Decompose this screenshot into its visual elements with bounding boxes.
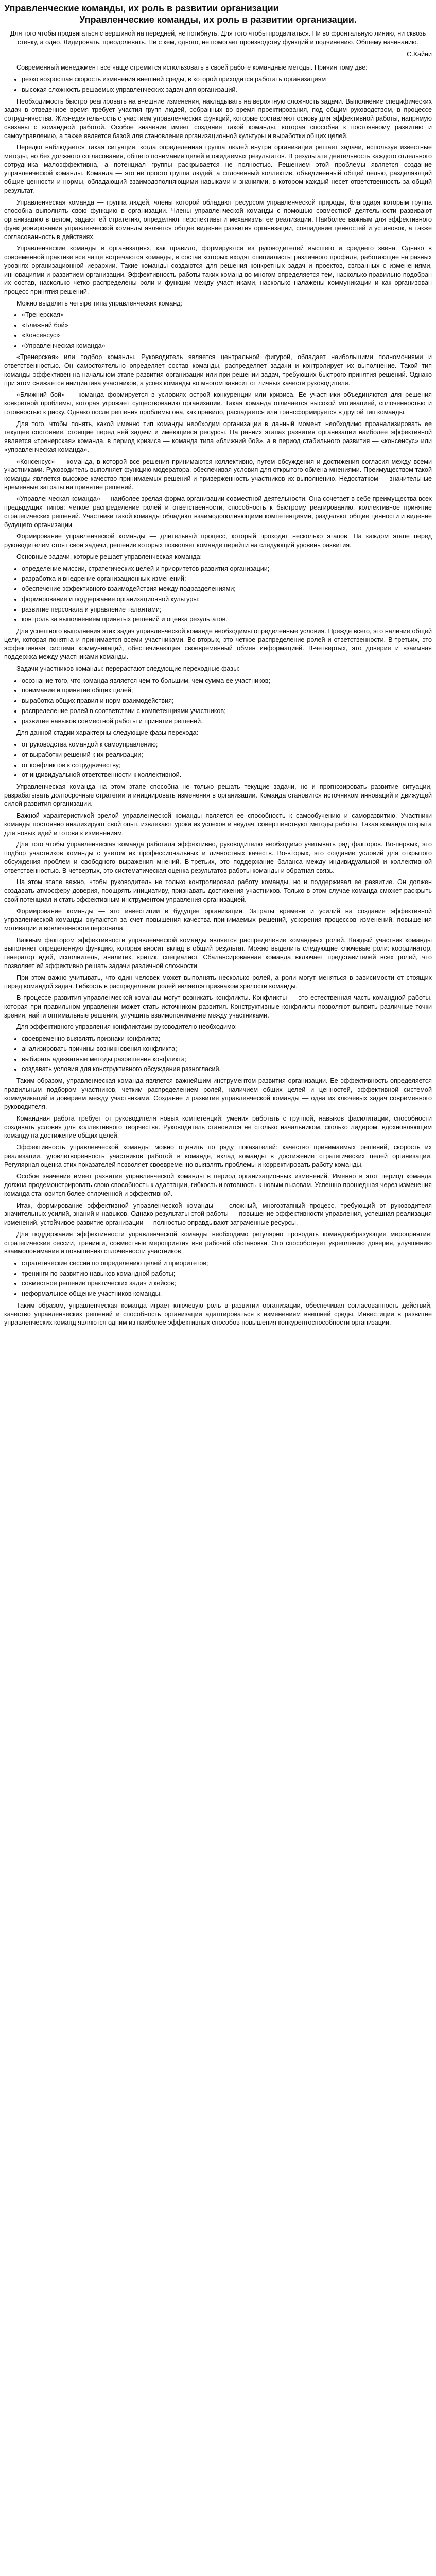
list-item: • неформальное общение участников команды.: [22, 1290, 432, 1298]
list-item: • контроль за выполнением принятых решений и оценка результатов.: [22, 615, 432, 624]
list-item: • от выработки решений к их реализации;: [22, 751, 432, 759]
list-item: • выбирать адекватные методы разрешения конфликта;: [22, 1055, 432, 1064]
list-item: • понимание и принятие общих целей;: [22, 686, 432, 695]
paragraph: Для данной стадии характерны следующие фазы перехода:: [16, 729, 198, 737]
bullet-list: [4, 1035, 432, 1074]
paragraph: Современный менеджмент все чаще стремится использовать в своей работе командные методы. Причин тому две:: [16, 64, 368, 72]
list-item: • «Управленческая команда»: [22, 342, 432, 350]
list-item: • разработка и внедрение организационных изменений;: [22, 574, 432, 583]
list-item: • создавать условия для конструктивного обсуждения разногласий.: [22, 1065, 432, 1074]
paragraph: Управленческая команда — группа людей, члены которой обладают ресурсом управленческой природы, благодаря которым группа способна выполнять свою функцию в организации. Члены управленческой команды с помощью совместной деятельности развивают организацию в целом, задают ей стратегию, определяют перспективы и механизмы ее реализации. Наиболее важным для эффективного функционирования управленческой команды является общее видение развития организации, совпадение ценностей и установок, а также согласованность в действиях.: [4, 198, 432, 241]
paragraph: Управленческие команды в организациях, как правило, формируются из руководителей высшего и среднего звена. Однако в современной практике все чаще встречаются команды, в состав которых входят специалисты различного профиля, работающие на разных уровнях организационной иерархии. Такие команды создаются для решения конкретных задач и проектов, связанных с изменениями, инновациями и развитием организации. Эффективность работы таких команд во многом определяется тем, насколько правильно подобран их состав, насколько четко распределены роли и функции между участниками, насколько налажены коммуникации и как организован процесс принятия решений.: [4, 245, 432, 296]
list-item: • резко возросшая скорость изменения внешней среды, в которой приходится работать организациям: [22, 75, 432, 84]
paragraph: Для того чтобы управленческая команда работала эффективно, руководителю необходимо учитывать ряд факторов. Во-первых, это подбор участников команды с учетом их профессиональных и личностных качеств. Во-вторых, это создание условий для открытого обсуждения проблем и свободного выражения мнений. В-третьих, это поддержание баланса между индивидуальной и коллективной ответственностью. В-четвертых, это систематическая оценка результатов работы команды и обратная связь.: [4, 841, 432, 874]
list-item: • «Консенсус»: [22, 331, 432, 340]
list-item: • стратегические сессии по определению целей и приоритетов;: [22, 1259, 432, 1268]
paragraph: На этом этапе важно, чтобы руководитель не только контролировал работу команды, но и поддерживал ее развитие. Он должен создавать атмосферу доверия, поощрять инициативу, признавать достижения участников. Только в этом случае команда сможет раскрыть свой потенциал и стать эффективным инструментом управления организацией.: [4, 878, 432, 903]
paragraph: Для успешного выполнения этих задач управленческой команде необходимы определенные условия. Прежде всего, это наличие общей цели, которая понятна и принимается всеми участниками. Во-вторых, это четкое распределение ролей и ответственности. В-третьих, это эффективная система коммуникаций, обеспечивающая своевременный обмен информацией. В-четвертых, это доверие и взаимная поддержка между участниками команды.: [4, 627, 432, 661]
bullet-list: [4, 676, 432, 726]
list-item: • от руководства командой к самоуправлению;: [22, 740, 432, 749]
paragraph: При этом важно учитывать, что один человек может выполнять несколько ролей, а роли могут меняться в зависимости от стоящих перед командой задач. Гибкость в распределении ролей является признаком зрелости команды.: [4, 974, 432, 990]
paragraph: «Управленческая команда» — наиболее зрелая форма организации совместной деятельности. Она сочетает в себе преимущества всех предыдущих типов: четкое распределение ролей и ответственности, способность к быстрому реагированию, коллективное принятие стратегических решений. Участники такой команды обладают взаимодополняющими компетенциями, разделяют общие ценности и видение будущего организации.: [4, 495, 432, 529]
document-body: [4, 63, 432, 1327]
list-item: • совместное решение практических задач и кейсов;: [22, 1279, 432, 1288]
paragraph: Для того, чтобы понять, какой именно тип команды необходим организации в данный момент, необходимо проанализировать ее текущее состояние, стоящие перед ней задачи и имеющиеся ресурсы. На ранних этапах развития организации наиболее эффективной является «тренерская» команда, в период кризиса — команда типа «ближний бой», а в период стабильного развития — «консенсус» или «управленческая команда».: [4, 420, 432, 453]
paragraph: В процессе развития управленческой команды могут возникать конфликты. Конфликты — это естественная часть командной работы, которая при правильном управлении может стать источником развития. Конструктивные конфликты позволяют выявить различные точки зрения, найти оптимальные решения, улучшить взаимопонимание между участниками.: [4, 994, 432, 1019]
paragraph: Важным фактором эффективности управленческой команды является распределение командных ролей. Каждый участник команды выполняет определенную функцию, которая вносит вклад в общий результат. Можно выделить следующие ключевые роли: координатор, генератор идей, исполнитель, аналитик, критик, специалист. Сбалансированная команда включает представителей всех ролей, что позволяет ей эффективно решать задачи различной сложности.: [4, 936, 432, 970]
list-item: • развитие персонала и управление талантами;: [22, 605, 432, 614]
paragraph: «Ближний бой» — команда формируется в условиях острой конкуренции или кризиса. Ее участники объединяются для решения конкретной проблемы, которая угрожает существованию организации. Такая команда отличается высокой мотивацией, сплоченностью и готовностью к риску. Однако после решения проблемы она, как правило, распадается или трансформируется в другой тип команды.: [4, 391, 432, 416]
bullet-list: [4, 1259, 432, 1298]
bullet-list: [4, 565, 432, 624]
document-subtitle: Управленческие команды, их роль в развитии организации.: [79, 14, 357, 25]
paragraph: Нередко наблюдается такая ситуация, когда определенная группа людей внутри организации решает задачи, используя известные методы, но без должного согласования, общего понимания целей и ожидаемых результатов. В результате деятельность каждого отдельного сотрудника малоэффективна, а потенциал группы раскрывается не полностью. Решением этой проблемы является создание управленческой команды. Команда — это не просто группа людей, а сплоченный коллектив, объединенный общей целью, разделяющий общие ценности и нормы, обладающий взаимодополняющими навыками и знаниями, в котором каждый несет ответственность за общий результат.: [4, 144, 432, 194]
paragraph: Управленческая команда на этом этапе способна не только решать текущие задачи, но и прогнозировать развитие ситуации, разрабатывать долгосрочные стратегии и инициировать изменения в организации. Команда становится источником инноваций и движущей силой развития организации.: [4, 783, 432, 808]
list-item: • формирование и поддержание организационной культуры;: [22, 595, 432, 604]
list-item: • развитие навыков совместной работы и принятия решений.: [22, 717, 432, 726]
list-item: • «Ближний бой»: [22, 321, 432, 330]
bullet-list: [4, 311, 432, 350]
list-item: • анализировать причины возникновения конфликта;: [22, 1045, 432, 1054]
epigraph: Для того чтобы продвигаться с вершиной на передней, не погибнуть. Для того чтобы продвигаться. Ни во фронтальную линию, ни сквозь стенку, а одно. Лидировать, преодолевать. Ни с кем, одного, не помогает производству функций и подчинению. Общему начинанию.: [10, 30, 426, 46]
paragraph: «Тренерская» или подбор команды. Руководитель является центральной фигурой, обладает наибольшими полномочиями и ответственностью. Он самостоятельно определяет состав команды, распределяет задачи и контролирует их выполнение. Такой тип команды эффективен на начальном этапе развития организации или при решении задач, требующих быстрого принятия решений. Однако при этом снижается инициатива участников, а успех команды во многом зависит от личных качеств руководителя.: [4, 353, 432, 387]
paragraph: Формирование управленческой команды — длительный процесс, который проходит несколько этапов. На каждом этапе перед руководителем стоят свои задачи, решение которых позволяет команде перейти на следующий уровень развития.: [4, 533, 432, 549]
list-item: • распределение ролей в соответствии с компетенциями участников;: [22, 707, 432, 716]
paragraph: Необходимость быстро реагировать на внешние изменения, накладывать на вероятную сложность задачи. Выполнение специфических задач в отведенное время требует участия групп людей, собранных во время проектирования, под общим руководством, в процессе сотрудничества. Жизнедеятельность с участием управленческих функций, которые составляют основу для эффективной работы, напрямую связаны с командной работой. Особое значение имеет создание такой команды, которая способна к постоянному развитию и самоуправлению, а также является базой для становления организационной культуры и выработки общих целей.: [4, 97, 432, 140]
list-item: • определение миссии, стратегических целей и приоритетов развития организации;: [22, 565, 432, 573]
document-title: Управленческие команды, их роль в развитии организации: [4, 3, 279, 13]
paragraph: Командная работа требует от руководителя новых компетенций: умения работать с группой, навыков фасилитации, способности создавать условия для коллективного творчества. Руководитель становится не столько начальником, сколько лидером, вдохновляющим команду на достижение общих целей.: [4, 1114, 432, 1140]
paragraph: Можно выделить четыре типа управленческих команд:: [16, 299, 183, 307]
list-item: • от конфликтов к сотрудничеству;: [22, 761, 432, 770]
list-item: • обеспечение эффективного взаимодействия между подразделениями;: [22, 585, 432, 594]
paragraph: Для эффективного управления конфликтами руководителю необходимо:: [16, 1023, 237, 1031]
paragraph: Важной характеристикой зрелой управленческой команды является ее способность к самообучению и саморазвитию. Участники команды постоянно анализируют свой опыт, извлекают уроки из успехов и неудач, совершенствуют методы работы. Такая команда открыта для новых идей и готова к изменениям.: [4, 812, 432, 837]
paragraph: Таким образом, управленческая команда играет ключевую роль в развитии организации, обеспечивая согласованность действий, качество управленческих решений и способность организации адаптироваться к изменениям внешней среды. Инвестиции в развитие управленческих команд являются одним из наиболее эффективных способов повышения конкурентоспособности организации.: [4, 1301, 432, 1327]
bullet-list: [4, 75, 432, 94]
paragraph: Эффективность управленческой команды можно оценить по ряду показателей: качество принимаемых решений, скорость их реализации, удовлетворенность участников работой в команде, вклад команды в достижение стратегических целей организации. Регулярная оценка этих показателей позволяет своевременно выявлять проблемы и корректировать работу команды.: [4, 1144, 432, 1168]
paragraph: Задачи участников команды: перерастают следующие переходные фазы:: [16, 665, 240, 672]
list-item: • от индивидуальной ответственности к коллективной.: [22, 771, 432, 779]
paragraph: Формирование команды — это инвестиции в будущее организации. Затраты времени и усилий на создание эффективной управленческой команды окупаются за счет повышения качества принимаемых решений, ускорения процессов изменений, повышения мотивации и вовлеченности персонала.: [4, 907, 432, 933]
list-item: • своевременно выявлять признаки конфликта;: [22, 1035, 432, 1043]
bullet-list: [4, 740, 432, 779]
list-item: • тренинги по развитию навыков командной работы;: [22, 1269, 432, 1278]
list-item: • осознание того, что команда является чем-то большим, чем сумма ее участников;: [22, 676, 432, 685]
paragraph: Итак, формирование эффективной управленческой команды — сложный, многоэтапный процесс, требующий от руководителя значительных усилий, знаний и навыков. Однако результаты этой работы — повышение эффективности управления, успешная реализация изменений, устойчивое развитие организации — полностью оправдывают затраченные ресурсы.: [4, 1201, 432, 1227]
paragraph: Таким образом, управленческая команда является важнейшим инструментом развития организации. Ее эффективность определяется правильным подбором участников, четким распределением ролей, наличием общих целей и ценностей, эффективной системой коммуникаций и доверием между участниками. Создание и развитие управленческой команды — одна из ключевых задач современного руководителя.: [4, 1077, 432, 1111]
paragraph: Основные задачи, которые решает управленческая команда:: [16, 553, 202, 561]
list-item: • «Тренерская»: [22, 311, 432, 319]
paragraph: Для поддержания эффективности управленческой команды необходимо регулярно проводить командообразующие мероприятия: стратегические сессии, тренинги, совместные мероприятия вне рабочей обстановки. Это способствует укреплению доверия, улучшению взаимопонимания и повышению сплоченности участников.: [4, 1230, 432, 1256]
paragraph: Особое значение имеет развитие управленческой команды в период организационных изменений. Именно в этот период команда должна продемонстрировать свою способность к адаптации, гибкость и готовность к новым вызовам. Успешно прошедшая через изменения команда становится более сплоченной и эффективной.: [4, 1173, 432, 1197]
paragraph: «Консенсус» — команда, в которой все решения принимаются коллективно, путем обсуждения и достижения согласия между всеми участниками. Руководитель выполняет функцию модератора, обеспечивая условия для открытого обмена мнениями. Преимуществом такой команды является высокое качество принимаемых решений и приверженность участников их выполнению. Недостатком — значительные временные затраты на принятие решений.: [4, 457, 432, 491]
list-item: • высокая сложность решаемых управленческих задач для организаций.: [22, 86, 432, 94]
epigraph-author: С.Хайни: [406, 50, 432, 58]
list-item: • выработка общих правил и норм взаимодействия;: [22, 697, 432, 705]
